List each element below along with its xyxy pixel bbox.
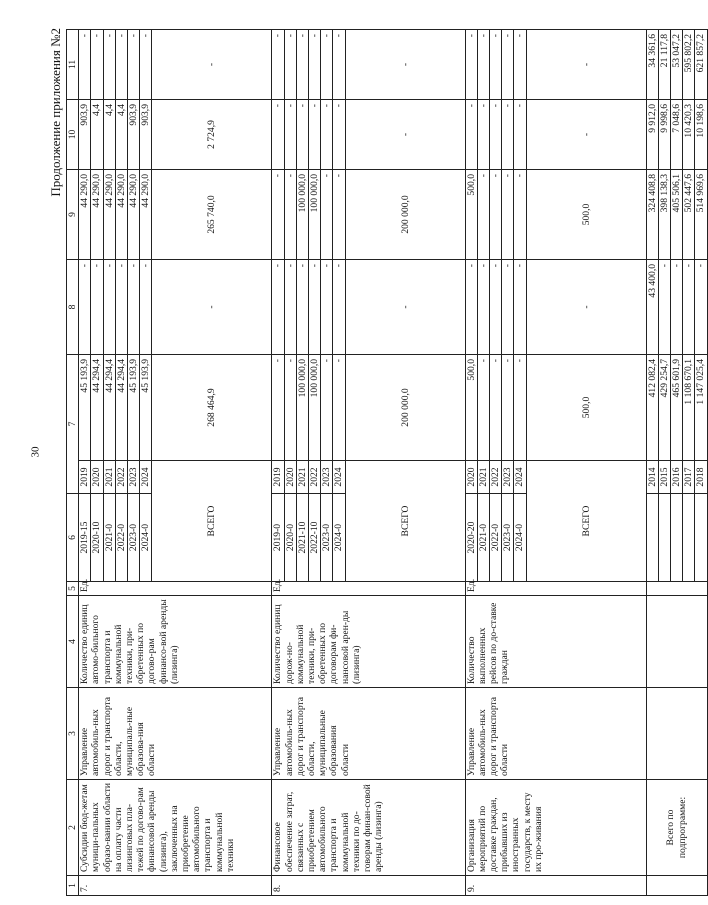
value-cell: 2022	[490, 461, 502, 494]
total-spacer	[646, 876, 707, 896]
table-row	[67, 29, 79, 895]
value-cell: -	[658, 259, 670, 354]
value-cell: 2024	[140, 461, 152, 494]
total-label: ВСЕГО	[526, 461, 646, 582]
value-cell: 405 506,1	[671, 169, 683, 259]
value-cell: 21 117,8	[658, 29, 670, 99]
value-cell: -	[296, 29, 308, 99]
year-cell: 2014	[646, 461, 658, 494]
value-cell: -	[490, 29, 502, 99]
item-number: 8.	[272, 876, 465, 896]
value-cell: -	[284, 99, 296, 169]
value-cell: -	[140, 259, 152, 354]
value-cell: 2022	[309, 461, 321, 494]
value-cell: 2023	[502, 461, 514, 494]
total-value: -	[152, 259, 272, 354]
value-cell: 2019-15	[79, 494, 91, 582]
value-cell: -	[514, 29, 526, 99]
header-cell: 10	[67, 99, 79, 169]
year-cell: 2017	[683, 461, 695, 494]
value-cell: -	[490, 99, 502, 169]
value-cell: -	[477, 354, 489, 460]
total-value: 500,0	[526, 169, 646, 259]
value-cell: -	[477, 99, 489, 169]
value-cell: -	[140, 29, 152, 99]
value-cell: 44 290,0	[79, 169, 91, 259]
value-cell: 4,4	[115, 99, 127, 169]
value-cell: 2020-20	[465, 494, 477, 582]
value-cell: -	[477, 29, 489, 99]
empty-cell	[646, 582, 707, 596]
landscape-content	[42, 28, 707, 896]
header-cell: 5	[67, 582, 79, 596]
value-cell: 2023-0	[128, 494, 140, 582]
value-cell: -	[490, 259, 502, 354]
value-cell: -	[284, 354, 296, 460]
measure-name: Субсидии бюд-жетам муници-пальных образо-вании области на оплату части лизинговых пла-тежей по догово-рам финансовой аренды (лизинга), заключенных на приобретение автомобильного транспорта и коммунальной техники	[79, 780, 272, 876]
value-cell: -	[284, 169, 296, 259]
empty-cell	[695, 494, 707, 582]
program-total-label: Всего по подпрограмме:	[646, 780, 707, 876]
value-cell: -	[321, 259, 333, 354]
header-cell: 11	[67, 29, 79, 99]
value-cell: -	[477, 259, 489, 354]
value-cell: 398 138,3	[658, 169, 670, 259]
empty-cell	[671, 494, 683, 582]
value-cell: 43 400,0	[646, 259, 658, 354]
value-cell: -	[502, 169, 514, 259]
value-cell: -	[333, 169, 345, 259]
value-cell: 45 193,9	[140, 354, 152, 460]
value-cell: 2019	[79, 461, 91, 494]
header-cell: 8	[67, 259, 79, 354]
value-cell: 100 000,0	[296, 354, 308, 460]
value-cell: -	[272, 99, 284, 169]
value-cell: 2021	[477, 461, 489, 494]
total-value: -	[345, 99, 465, 169]
value-cell: -	[333, 354, 345, 460]
value-cell: 500,0	[465, 354, 477, 460]
value-cell: 2020	[465, 461, 477, 494]
value-cell: -	[284, 29, 296, 99]
value-cell: -	[683, 259, 695, 354]
value-cell: -	[284, 259, 296, 354]
value-cell: -	[502, 259, 514, 354]
value-cell: 2021-10	[296, 494, 308, 582]
value-cell: 621 857,2	[695, 29, 707, 99]
value-cell: -	[502, 29, 514, 99]
value-cell: -	[465, 29, 477, 99]
value-cell: -	[272, 169, 284, 259]
value-cell: -	[272, 29, 284, 99]
total-label: ВСЕГО	[152, 461, 272, 582]
value-cell: 10 420,3	[683, 99, 695, 169]
item-number: 9.	[465, 876, 646, 896]
value-cell: 2024	[514, 461, 526, 494]
value-cell: -	[296, 259, 308, 354]
value-cell: -	[309, 259, 321, 354]
value-cell: 2023-0	[321, 494, 333, 582]
value-cell: 903,9	[79, 99, 91, 169]
value-cell: 514 969,6	[695, 169, 707, 259]
value-cell: 44 290,0	[91, 169, 103, 259]
value-cell: -	[321, 29, 333, 99]
indicator: Количество единиц дорож-но-коммунальной техники, при-обретенных по договорам фи-нансовой арен-ды (лизинга)	[272, 596, 465, 688]
header-cell: 9	[67, 169, 79, 259]
value-cell: 2020-10	[91, 494, 103, 582]
value-cell: 2022-10	[309, 494, 321, 582]
total-value: -	[526, 99, 646, 169]
value-cell: 2020-0	[284, 494, 296, 582]
value-cell: 465 601,9	[671, 354, 683, 460]
value-cell: -	[333, 99, 345, 169]
value-cell: 44 290,0	[140, 169, 152, 259]
value-cell: 1 147 025,4	[695, 354, 707, 460]
value-cell: 2019	[272, 461, 284, 494]
value-cell: 2023-0	[502, 494, 514, 582]
value-cell: -	[79, 29, 91, 99]
item-number: 7.	[79, 876, 272, 896]
value-cell: 2020	[284, 461, 296, 494]
empty-cell	[646, 494, 658, 582]
value-cell: -	[514, 259, 526, 354]
value-cell: 2024-0	[140, 494, 152, 582]
table-row	[646, 29, 658, 895]
value-cell: 2022-0	[490, 494, 502, 582]
value-cell: 100 000,0	[296, 169, 308, 259]
header-cell: 3	[67, 688, 79, 780]
empty-cell	[646, 688, 707, 780]
value-cell: -	[490, 169, 502, 259]
header-cell: 7	[67, 354, 79, 493]
value-cell: 44 294,4	[115, 354, 127, 460]
value-cell: 4,4	[103, 99, 115, 169]
empty-cell	[658, 494, 670, 582]
value-cell: -	[514, 169, 526, 259]
value-cell: -	[296, 99, 308, 169]
page-number: 30	[29, 446, 42, 458]
value-cell: 9 912,0	[646, 99, 658, 169]
value-cell: -	[321, 99, 333, 169]
value-cell: 34 361,6	[646, 29, 658, 99]
executor: Управление автомобиль-ных дорог и транспорта области, муниципальные образования области	[272, 688, 465, 780]
value-cell: 2019-0	[272, 494, 284, 582]
value-cell: 2024	[333, 461, 345, 494]
total-value: 265 740,0	[152, 169, 272, 259]
total-value: -	[526, 259, 646, 354]
value-cell: 44 290,0	[128, 169, 140, 259]
value-cell: -	[115, 259, 127, 354]
total-value: 2 724,9	[152, 99, 272, 169]
value-cell: -	[465, 99, 477, 169]
value-cell: 2021	[103, 461, 115, 494]
value-cell: 2022-0	[115, 494, 127, 582]
header-cell: 4	[67, 596, 79, 688]
total-value: -	[152, 29, 272, 99]
value-cell: -	[333, 259, 345, 354]
value-cell: -	[465, 259, 477, 354]
value-cell: 10 198,6	[695, 99, 707, 169]
value-cell: 903,9	[128, 99, 140, 169]
value-cell: 44 294,4	[91, 354, 103, 460]
continuation-title: Продолжение приложения №2	[48, 28, 63, 197]
value-cell: 45 193,9	[128, 354, 140, 460]
executor: Управление автомобиль-ных дорог и транспорта области, муниципаль-ные образова-ния области	[79, 688, 272, 780]
value-cell: -	[309, 29, 321, 99]
empty-cell	[683, 494, 695, 582]
total-value: -	[526, 29, 646, 99]
value-cell: -	[333, 29, 345, 99]
total-label: ВСЕГО	[345, 461, 465, 582]
value-cell: -	[103, 29, 115, 99]
value-cell: -	[502, 354, 514, 460]
unit: Ед.	[79, 582, 272, 596]
value-cell: -	[490, 354, 502, 460]
empty-cell	[646, 596, 707, 688]
year-cell: 2015	[658, 461, 670, 494]
value-cell: 2024-0	[514, 494, 526, 582]
value-cell: -	[115, 29, 127, 99]
value-cell: -	[671, 259, 683, 354]
value-cell: 100 000,0	[309, 169, 321, 259]
table-row	[272, 29, 284, 895]
value-cell: 2023	[321, 461, 333, 494]
value-cell: -	[91, 259, 103, 354]
value-cell: -	[477, 169, 489, 259]
value-cell: -	[91, 29, 103, 99]
value-cell: -	[128, 259, 140, 354]
value-cell: -	[309, 99, 321, 169]
header-cell: 2	[67, 780, 79, 876]
value-cell: 44 290,0	[103, 169, 115, 259]
value-cell: 7 048,6	[671, 99, 683, 169]
value-cell: 44 294,4	[103, 354, 115, 460]
value-cell: -	[321, 169, 333, 259]
value-cell: -	[514, 354, 526, 460]
total-value: 200 000,0	[345, 169, 465, 259]
value-cell: -	[321, 354, 333, 460]
executor: Управление автомобиль-ных дорог и транспорта области	[465, 688, 646, 780]
value-cell: 500,0	[465, 169, 477, 259]
value-cell: 100 000,0	[309, 354, 321, 460]
header-cell: 6	[67, 494, 79, 582]
table-row	[465, 29, 477, 895]
value-cell: 2021-0	[477, 494, 489, 582]
total-value: 200 000,0	[345, 354, 465, 460]
value-cell: 903,9	[140, 99, 152, 169]
value-cell: 595 802,2	[683, 29, 695, 99]
value-cell: -	[128, 29, 140, 99]
program-table	[66, 29, 708, 896]
total-value: 268 464,9	[152, 354, 272, 460]
value-cell: -	[79, 259, 91, 354]
value-cell: 53 047,2	[671, 29, 683, 99]
value-cell: 2021	[296, 461, 308, 494]
year-cell: 2018	[695, 461, 707, 494]
measure-name: Финансовое обеспечение затрат, связанных с приобретением автомобильного транспорта и коммунальной техники по до-говорам финан-совой аренды (лизинга)	[272, 780, 465, 876]
header-cell: 1	[67, 876, 79, 896]
value-cell: 45 193,9	[79, 354, 91, 460]
value-cell: -	[103, 259, 115, 354]
value-cell: 502 447,6	[683, 169, 695, 259]
value-cell: -	[272, 259, 284, 354]
value-cell: 2024-0	[333, 494, 345, 582]
value-cell: 2020	[91, 461, 103, 494]
value-cell: 324 408,8	[646, 169, 658, 259]
measure-name: Организация мероприятий по доставке граждан, прибывших из иностранных государств, к месту их про-живания	[465, 780, 646, 876]
unit: Ед.	[465, 582, 646, 596]
value-cell: -	[695, 259, 707, 354]
unit: Ед.	[272, 582, 465, 596]
total-value: -	[345, 259, 465, 354]
value-cell: -	[272, 354, 284, 460]
value-cell: 9 998,6	[658, 99, 670, 169]
total-value: -	[345, 29, 465, 99]
value-cell: 412 082,4	[646, 354, 658, 460]
value-cell: 2022	[115, 461, 127, 494]
value-cell: 2023	[128, 461, 140, 494]
total-value: 500,0	[526, 354, 646, 460]
value-cell: 2021-0	[103, 494, 115, 582]
value-cell: 4,4	[91, 99, 103, 169]
indicator: Количество выполненных рейсов по до-ставке граждан	[465, 596, 646, 688]
indicator: Количество единиц автомо-бильного транспорта и коммунальной техники, при-обретенных по догово-рам финансо-вой аренды (лизинга)	[79, 596, 272, 688]
value-cell: 1 108 670,1	[683, 354, 695, 460]
value-cell: -	[502, 99, 514, 169]
year-cell: 2016	[671, 461, 683, 494]
value-cell: 44 290,0	[115, 169, 127, 259]
table-row	[79, 29, 91, 895]
value-cell: 429 254,7	[658, 354, 670, 460]
value-cell: -	[514, 99, 526, 169]
